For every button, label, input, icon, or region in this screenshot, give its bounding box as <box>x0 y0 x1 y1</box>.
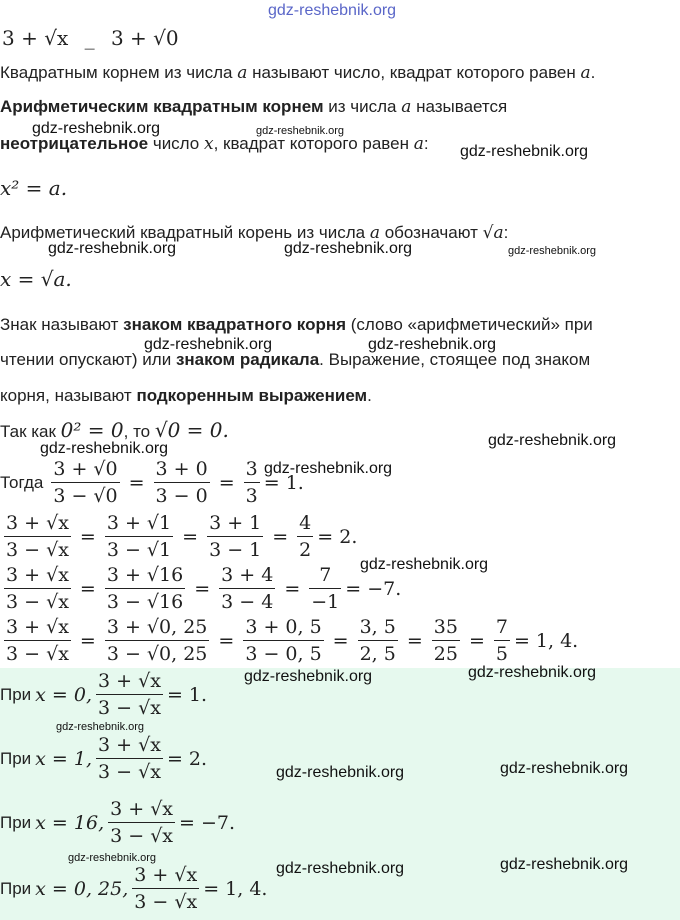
calc-row-x0: Тогда $\frac{3 + √0}{3 - √0}$ = $\frac{3 + 0}{3 - 0}$ = $\frac{3}{3}$ = 1. <box>0 458 304 507</box>
watermark: gdz-reshebnik.org <box>244 668 373 685</box>
watermark: gdz-reshebnik.org <box>508 245 597 257</box>
equation-x-squared: x² = a. <box>0 176 68 200</box>
watermark: gdz-reshebnik.org <box>360 556 489 573</box>
radical-sentence-line1: Знак называют знаком квадратного корня (слово «арифметический» при <box>0 315 593 334</box>
fraction: $\frac{3 + √x}{3 - √x}$ <box>6 616 69 665</box>
fraction: $\frac{3 + 0}{3 - 0}$ <box>155 458 208 507</box>
fraction: $\frac{3, 5}{2, 5}$ <box>359 616 396 665</box>
watermark: gdz-reshebnik.org <box>68 852 157 864</box>
calc-row-x16: $\frac{3 + √x}{3 - √x}$ = $\frac{3 + √16}{3 - √16}$ = $\frac{3 + 4}{3 - 4}$ = $\frac{7}{-1}$ = −7. <box>6 564 402 613</box>
fraction: $\frac{3 + √0, 25}{3 - √0, 25}$ <box>106 616 208 665</box>
watermark: gdz-reshebnik.org <box>32 120 161 137</box>
watermark: gdz-reshebnik.org <box>460 143 589 160</box>
answer-x0: При x = 0, $\frac{3 + √x}{3 - √x}$ = 1. <box>0 670 208 719</box>
since-line: Так как 0² = 0, то √0 = 0. <box>0 418 229 442</box>
fraction: $\frac{3 + √x}{3 - √x}$ <box>98 670 161 719</box>
fraction: $\frac{3 + √x}{3 - √x}$ <box>6 512 69 561</box>
watermark-top: gdz-reshebnik.org <box>268 2 397 19</box>
top-expression: 3 + √x _ 3 + √0 <box>2 26 179 50</box>
fraction: $\frac{3 + √1}{3 - √1}$ <box>106 512 172 561</box>
fraction: $\frac{3 + √0}{3 - √0}$ <box>53 458 118 507</box>
watermark: gdz-reshebnik.org <box>276 764 405 781</box>
definition-arithmetic-line2: неотрицательное число x, квадрат которого равен a: <box>0 134 429 154</box>
watermark: gdz-reshebnik.org <box>284 240 413 257</box>
fraction: $\frac{3 + √x}{3 - √x}$ <box>98 734 161 783</box>
notation-sentence: Арифметический квадратный корень из числа a обозначают √a: <box>0 223 509 243</box>
fraction: $\frac{3 + 1}{3 - 1}$ <box>209 512 262 561</box>
fraction: $\frac{3 + 4}{3 - 4}$ <box>221 564 274 613</box>
calc-row-x1: $\frac{3 + √x}{3 - √x}$ = $\frac{3 + √1}{3 - √1}$ = $\frac{3 + 1}{3 - 1}$ = $\frac{4}{2}$ = 2. <box>6 512 358 561</box>
fraction: $\frac{3}{3}$ <box>245 458 258 507</box>
fraction: $\frac{3 + √x}{3 - √x}$ <box>6 564 69 613</box>
watermark: gdz-reshebnik.org <box>40 440 169 457</box>
watermark: gdz-reshebnik.org <box>256 125 345 137</box>
definition-sqrt: Квадратным корнем из числа a называют число, квадрат которого равен a. <box>0 63 596 83</box>
watermark: gdz-reshebnik.org <box>488 432 617 449</box>
watermark: gdz-reshebnik.org <box>56 721 145 733</box>
watermark: gdz-reshebnik.org <box>500 760 629 777</box>
watermark: gdz-reshebnik.org <box>276 860 405 877</box>
fraction: $\frac{7}{-1}$ <box>311 564 340 613</box>
calc-row-x025: $\frac{3 + √x}{3 - √x}$ = $\frac{3 + √0, 25}{3 - √0, 25}$ = $\frac{3 + 0, 5}{3 - 0, 5}$ = $\frac{3, 5}{2, 5}$ = $\frac{35}{25}$ = $\frac{7}{5}$ = 1, 4. <box>6 616 579 665</box>
radical-sentence-line3: корня, называют подкоренным выражением. <box>0 386 372 405</box>
watermark: gdz-reshebnik.org <box>144 336 273 353</box>
watermark: gdz-reshebnik.org <box>500 856 629 873</box>
watermark: gdz-reshebnik.org <box>48 240 177 257</box>
fraction: $\frac{4}{2}$ <box>299 512 312 561</box>
answer-x1: При x = 1, $\frac{3 + √x}{3 - √x}$ = 2. <box>0 734 208 783</box>
fraction: $\frac{7}{5}$ <box>495 616 508 665</box>
watermark: gdz-reshebnik.org <box>468 664 597 681</box>
answer-x025: При x = 0, 25, $\frac{3 + √x}{3 - √x}$ = 1, 4. <box>0 864 268 913</box>
answer-x16: При x = 16, $\frac{3 + √x}{3 - √x}$ = −7. <box>0 798 236 847</box>
fraction: $\frac{3 + √x}{3 - √x}$ <box>134 864 198 913</box>
definition-arithmetic-line1: Арифметическим квадратным корнем из числа a называется <box>0 97 508 117</box>
radical-sentence-line2: чтении опускают) или знаком радикала. Выражение, стоящее под знаком <box>0 350 591 369</box>
fraction: $\frac{35}{25}$ <box>433 616 458 665</box>
watermark: gdz-reshebnik.org <box>264 460 393 477</box>
fraction: $\frac{3 + √x}{3 - √x}$ <box>110 798 174 847</box>
watermark: gdz-reshebnik.org <box>368 336 497 353</box>
equation-x-sqrt-a: x = √a. <box>0 267 72 291</box>
fraction: $\frac{3 + 0, 5}{3 - 0, 5}$ <box>245 616 322 665</box>
fraction: $\frac{3 + √16}{3 - √16}$ <box>106 564 184 613</box>
